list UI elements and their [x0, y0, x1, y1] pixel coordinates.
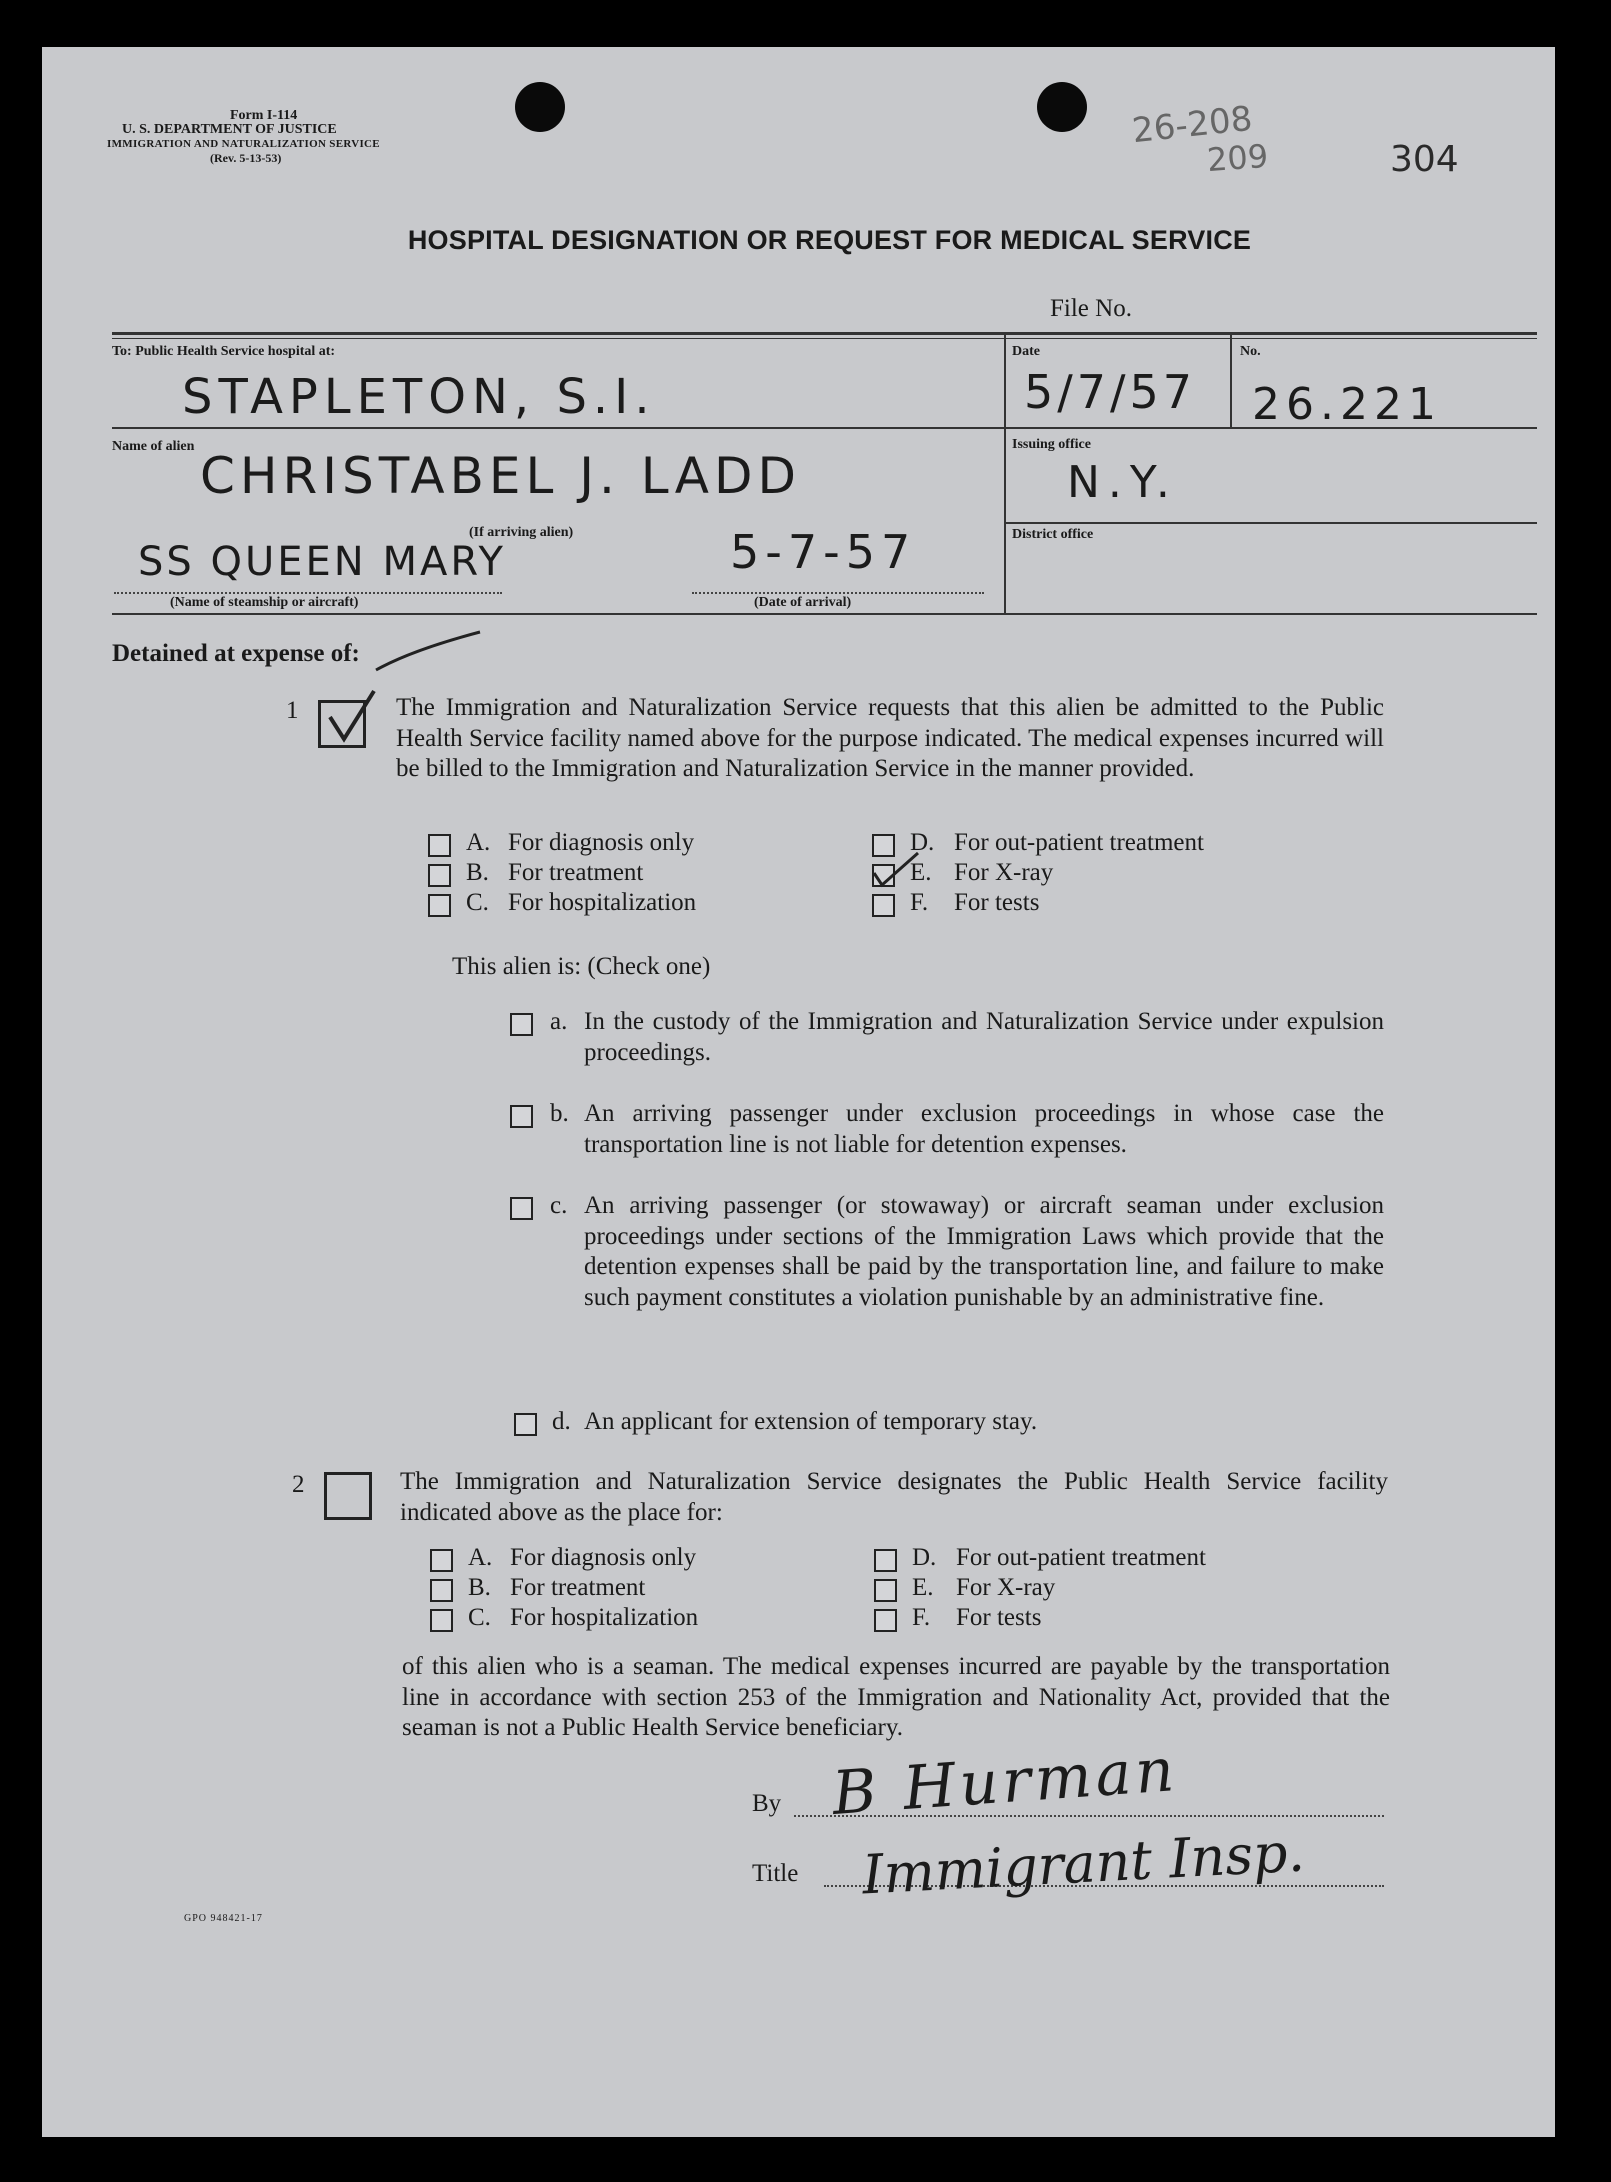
section-2-checkbox[interactable]	[324, 1472, 372, 1520]
s1-option-a-letter: A.	[466, 829, 491, 856]
status-d-text: An applicant for extension of temporary stay.	[584, 1408, 1038, 1435]
s1-option-d-label: For out-patient treatment	[954, 829, 1204, 856]
form-number: Form I-114	[230, 108, 298, 123]
table-bottom-rule	[112, 613, 1537, 615]
district-office-label: District office	[1012, 527, 1094, 542]
title-label: Title	[752, 1860, 799, 1887]
steamship-dotline	[114, 592, 502, 594]
s1-option-f-label: For tests	[954, 889, 1040, 916]
s2-option-b-letter: B.	[468, 1574, 491, 1601]
s2-option-b-label: For treatment	[510, 1574, 646, 1601]
s1-option-f-letter: F.	[910, 889, 929, 916]
status-d-letter: d.	[552, 1408, 571, 1435]
s2-option-c-checkbox[interactable]	[430, 1609, 453, 1632]
row2-rule-right	[1004, 522, 1537, 524]
revision-date: (Rev. 5-13-53)	[210, 151, 282, 165]
s2-option-a-letter: A.	[468, 1544, 493, 1571]
arrival-dotline	[692, 592, 984, 594]
status-c-text: An arriving passenger (or stowaway) or aircraft seaman under exclusion proceedings under sections of the Immigration Laws which provide that the detention expenses shall be paid by the transportation line, and failure to make such payment constitutes a violation punishable by an administrative fine.	[584, 1192, 1384, 1311]
s1-option-e-label: For X-ray	[954, 859, 1054, 886]
s2-option-a-label: For diagnosis only	[510, 1544, 697, 1571]
steamship-label: (Name of steamship or aircraft)	[170, 595, 359, 610]
detained-checkmark-stroke	[372, 630, 492, 690]
form-sheet	[42, 47, 1555, 2137]
table-top-rule	[112, 332, 1537, 335]
section-2-number: 2	[292, 1471, 305, 1498]
date-value: 5/7/57	[1024, 365, 1197, 419]
file-no-label: File No.	[1050, 295, 1132, 322]
s2-option-c-label: For hospitalization	[510, 1604, 699, 1631]
s2-option-e-checkbox[interactable]	[874, 1579, 897, 1602]
s2-option-c-letter: C.	[468, 1604, 491, 1631]
issuing-office-value: N.Y.	[1067, 457, 1178, 508]
alien-name-label: Name of alien	[112, 439, 195, 454]
arrival-date-label: (Date of arrival)	[754, 595, 852, 610]
s1-option-a-checkbox[interactable]	[428, 834, 451, 857]
by-label: By	[752, 1790, 782, 1817]
section-2-footer-text: of this alien who is a seaman. The medical expenses incurred are payable by the transportation line in accordance with section 253 of the Immigration and Nationality Act, provided that the seaman is not a Public Health Service beneficiary.	[402, 1653, 1390, 1741]
s1-option-b-label: For treatment	[508, 859, 644, 886]
arrival-date-value: 5-7-57	[730, 525, 917, 579]
punch-hole-right	[1037, 82, 1087, 132]
status-a-checkbox[interactable]	[510, 1013, 533, 1036]
s1-option-a-label: For diagnosis only	[508, 829, 695, 856]
status-a-text: In the custody of the Immigration and Naturalization Service under expulsion proceedings.	[584, 1008, 1384, 1066]
steamship-value: SS QUEEN MARY	[138, 539, 506, 585]
punch-hole-left	[515, 82, 565, 132]
status-d-checkbox[interactable]	[514, 1413, 537, 1436]
section-1-text: The Immigration and Naturalization Service requests that this alien be admitted to the Public Health Service facility named above for the purpose indicated. The medical expenses incurred will be billed to the Immigration and Naturalization Service in the manner provided.	[396, 694, 1384, 782]
service-name: IMMIGRATION AND NATURALIZATION SERVICE	[107, 138, 380, 150]
arriving-alien-label: (If arriving alien)	[469, 525, 574, 540]
signature-by: B Hurman	[829, 1735, 1181, 1829]
date-no-divider	[1230, 334, 1232, 427]
handwritten-ref-2: 209	[1205, 136, 1270, 180]
hospital-value: STAPLETON, S.I.	[182, 369, 656, 425]
status-b-text: An arriving passenger under exclusion proceedings in whose case the transportation line is not liable for detention expenses.	[584, 1100, 1384, 1158]
s2-option-d-letter: D.	[912, 1544, 937, 1571]
s1-option-e-letter: E.	[910, 859, 932, 886]
hospital-label: To: Public Health Service hospital at:	[112, 344, 336, 359]
status-b-letter: b.	[550, 1100, 569, 1127]
page-number: 304	[1390, 139, 1459, 180]
no-value: 26.221	[1252, 379, 1442, 430]
signature-title: Immigrant Insp.	[860, 1820, 1307, 1907]
s2-option-d-label: For out-patient treatment	[956, 1544, 1206, 1571]
section-2-text: The Immigration and Naturalization Service designates the Public Health Service facility indicated above as the place for:	[400, 1468, 1388, 1526]
s2-option-e-label: For X-ray	[956, 1574, 1056, 1601]
s1-option-c-letter: C.	[466, 889, 489, 916]
alien-name-value: CHRISTABEL J. LADD	[200, 447, 801, 505]
table-divider	[1004, 334, 1006, 614]
status-c-letter: c.	[550, 1192, 568, 1219]
s1-option-b-letter: B.	[466, 859, 489, 886]
s2-option-f-letter: F.	[912, 1604, 931, 1631]
form-title: HOSPITAL DESIGNATION OR REQUEST FOR MEDICAL SERVICE	[407, 225, 1252, 255]
section-1-checkmark	[324, 689, 384, 749]
s2-option-f-checkbox[interactable]	[874, 1609, 897, 1632]
department-name: U. S. DEPARTMENT OF JUSTICE	[122, 122, 337, 137]
s2-option-d-checkbox[interactable]	[874, 1549, 897, 1572]
s2-option-e-letter: E.	[912, 1574, 934, 1601]
s1-option-c-label: For hospitalization	[508, 889, 697, 916]
s1-option-c-checkbox[interactable]	[428, 894, 451, 917]
status-c-checkbox[interactable]	[510, 1197, 533, 1220]
s1-option-f-checkbox[interactable]	[872, 894, 895, 917]
gpo-code: GPO 948421-17	[184, 1913, 263, 1924]
status-a-letter: a.	[550, 1008, 568, 1035]
handwritten-ref-1: 26-208	[1130, 98, 1255, 152]
s2-option-f-label: For tests	[956, 1604, 1042, 1631]
s1-option-d-letter: D.	[910, 829, 935, 856]
detained-label: Detained at expense of:	[112, 640, 360, 667]
s2-option-a-checkbox[interactable]	[430, 1549, 453, 1572]
status-prompt: This alien is: (Check one)	[452, 953, 711, 980]
s2-option-b-checkbox[interactable]	[430, 1579, 453, 1602]
date-label: Date	[1012, 344, 1040, 359]
s1-option-b-checkbox[interactable]	[428, 864, 451, 887]
status-b-checkbox[interactable]	[510, 1105, 533, 1128]
no-label: No.	[1240, 344, 1261, 359]
table-top-rule-2	[112, 338, 1537, 339]
section-1-number: 1	[286, 697, 299, 724]
issuing-office-label: Issuing office	[1012, 437, 1091, 452]
row1-rule	[112, 427, 1004, 429]
